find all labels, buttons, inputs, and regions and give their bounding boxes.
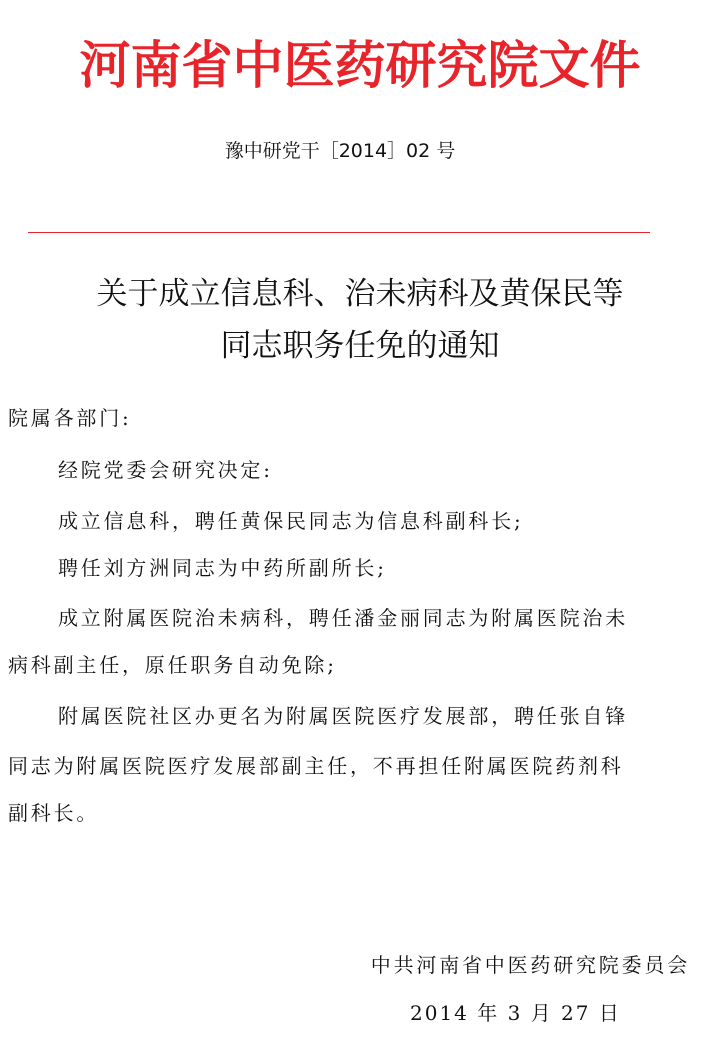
paragraph-info-dept: 成立信息科，聘任黄保民同志为信息科副科长; (58, 509, 524, 533)
paragraph-rename-line-2: 同志为附属医院医疗发展部副主任，不再担任附属医院药剂科 (8, 754, 624, 778)
paragraph-rename-line-3: 副科长。 (8, 801, 100, 825)
issuer-signature: 中共河南省中医药研究院委员会 (370, 953, 690, 977)
paragraph-appointment: 聘任刘方洲同志为中药所副所长; (58, 556, 387, 580)
notice-title-line-2: 同志职务任免的通知 (220, 328, 500, 364)
paragraph-decision: 经院党委会研究决定: (58, 458, 273, 482)
notice-title-line-1: 关于成立信息科、治未病科及黄保民等 (96, 276, 624, 312)
paragraph-rename-line-1: 附属医院社区办更名为附属医院医疗发展部，聘任张自锋 (58, 704, 628, 728)
paragraph-preventive-dept-line-2: 病科副主任，原任职务自动免除; (8, 653, 337, 677)
paragraph-preventive-dept-line-1: 成立附属医院治未病科，聘任潘金丽同志为附属医院治未 (58, 606, 628, 630)
document-number: 豫中研党干［2014］02 号 (224, 140, 456, 162)
salutation: 院属各部门: (8, 406, 132, 430)
red-divider-line (28, 232, 650, 233)
issue-date: 2014 年 3 月 27 日 (410, 1001, 621, 1025)
document-header-title: 河南省中医药研究院文件 (79, 37, 641, 96)
